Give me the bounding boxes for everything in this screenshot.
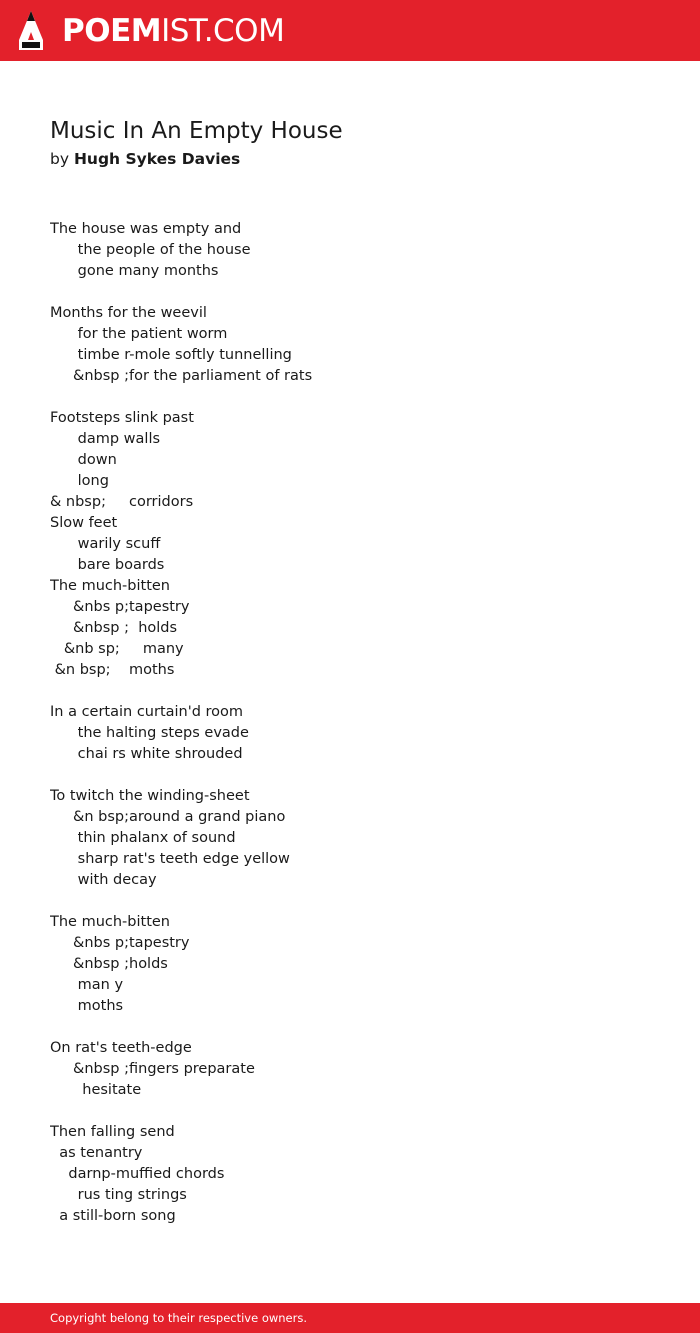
- stanza-gap: [50, 681, 670, 702]
- poem-line: hesitate: [50, 1082, 142, 1098]
- poem-line: In a certain curtain'd room: [50, 704, 244, 720]
- stanza-gap: [50, 1101, 670, 1122]
- stanza-gap: [50, 891, 670, 912]
- poem-body: [50, 219, 670, 1227]
- stanza-gap: [50, 387, 670, 408]
- poem-line: down: [50, 452, 117, 468]
- poem-line: Slow feet: [50, 515, 118, 531]
- copyright-notice: Copyright belong to their respective owners.: [50, 1311, 308, 1325]
- poem-line: bare boards: [50, 557, 165, 573]
- stanza-gap: [50, 1017, 670, 1038]
- poem-line: long: [50, 473, 109, 489]
- brand-light-text: IST.COM: [161, 13, 285, 49]
- poem-line: man y: [50, 977, 124, 993]
- poem-line: rus ting strings: [50, 1187, 187, 1203]
- poem-line: for the patient worm: [50, 326, 228, 342]
- poem-line: The much-bitten: [50, 914, 171, 930]
- poem-line: Footsteps slink past: [50, 410, 194, 426]
- poem-line: On rat's teeth-edge: [50, 1040, 192, 1056]
- poem-line: &n bsp;around a grand piano: [50, 809, 286, 825]
- poem-line: &nb sp; many: [50, 641, 184, 657]
- poem-line: with decay: [50, 872, 157, 888]
- brand-bold-text: POEM: [62, 13, 162, 49]
- pencil-tip-icon[interactable]: [18, 10, 44, 51]
- stanza-gap: [50, 282, 670, 303]
- poem-line: & nbsp; corridors: [50, 494, 194, 510]
- poem-line: timbe r-mole softly tunnelling: [50, 347, 292, 363]
- poem-line: &n bsp; moths: [50, 662, 175, 678]
- poem-line: gone many months: [50, 263, 219, 279]
- site-footer: [0, 1303, 700, 1333]
- stanza-gap: [50, 765, 670, 786]
- poem-line: &nbs p;tapestry: [50, 935, 190, 951]
- poem-line: &nbsp ;holds: [50, 956, 168, 972]
- poem-line: damp walls: [50, 431, 161, 447]
- poem-line: thin phalanx of sound: [50, 830, 236, 846]
- poem-line: &nbs p;tapestry: [50, 599, 190, 615]
- poem-line: a still-born song: [50, 1208, 176, 1224]
- author-name[interactable]: Hugh Sykes Davies: [73, 150, 241, 168]
- poem-line: the people of the house: [50, 242, 251, 258]
- poem-line: Months for the weevil: [50, 305, 207, 321]
- byline: [50, 148, 240, 170]
- poem-line: The much-bitten: [50, 578, 171, 594]
- poem-line: chai rs white shrouded: [50, 746, 243, 762]
- poem-line: darnp-muffied chords: [50, 1166, 225, 1182]
- poem-line: sharp rat's teeth edge yellow: [50, 851, 290, 867]
- site-header: [0, 0, 700, 61]
- poem-line: &nbsp ;fingers preparate: [50, 1061, 255, 1077]
- poem-line: as tenantry: [50, 1145, 143, 1161]
- poem-line: The house was empty and: [50, 221, 242, 237]
- poem-line: moths: [50, 998, 124, 1014]
- poem-line: the halting steps evade: [50, 725, 249, 741]
- poem-line: To twitch the winding-sheet: [50, 788, 250, 804]
- site-logo[interactable]: [62, 12, 284, 50]
- poem-line: warily scuff: [50, 536, 161, 552]
- poem-title: Music In An Empty House: [50, 118, 343, 144]
- poem-line: &nbsp ;for the parliament of rats: [50, 368, 313, 384]
- by-label: by: [50, 150, 70, 168]
- poem-line: &nbsp ; holds: [50, 620, 178, 636]
- poem-line: Then falling send: [50, 1124, 175, 1140]
